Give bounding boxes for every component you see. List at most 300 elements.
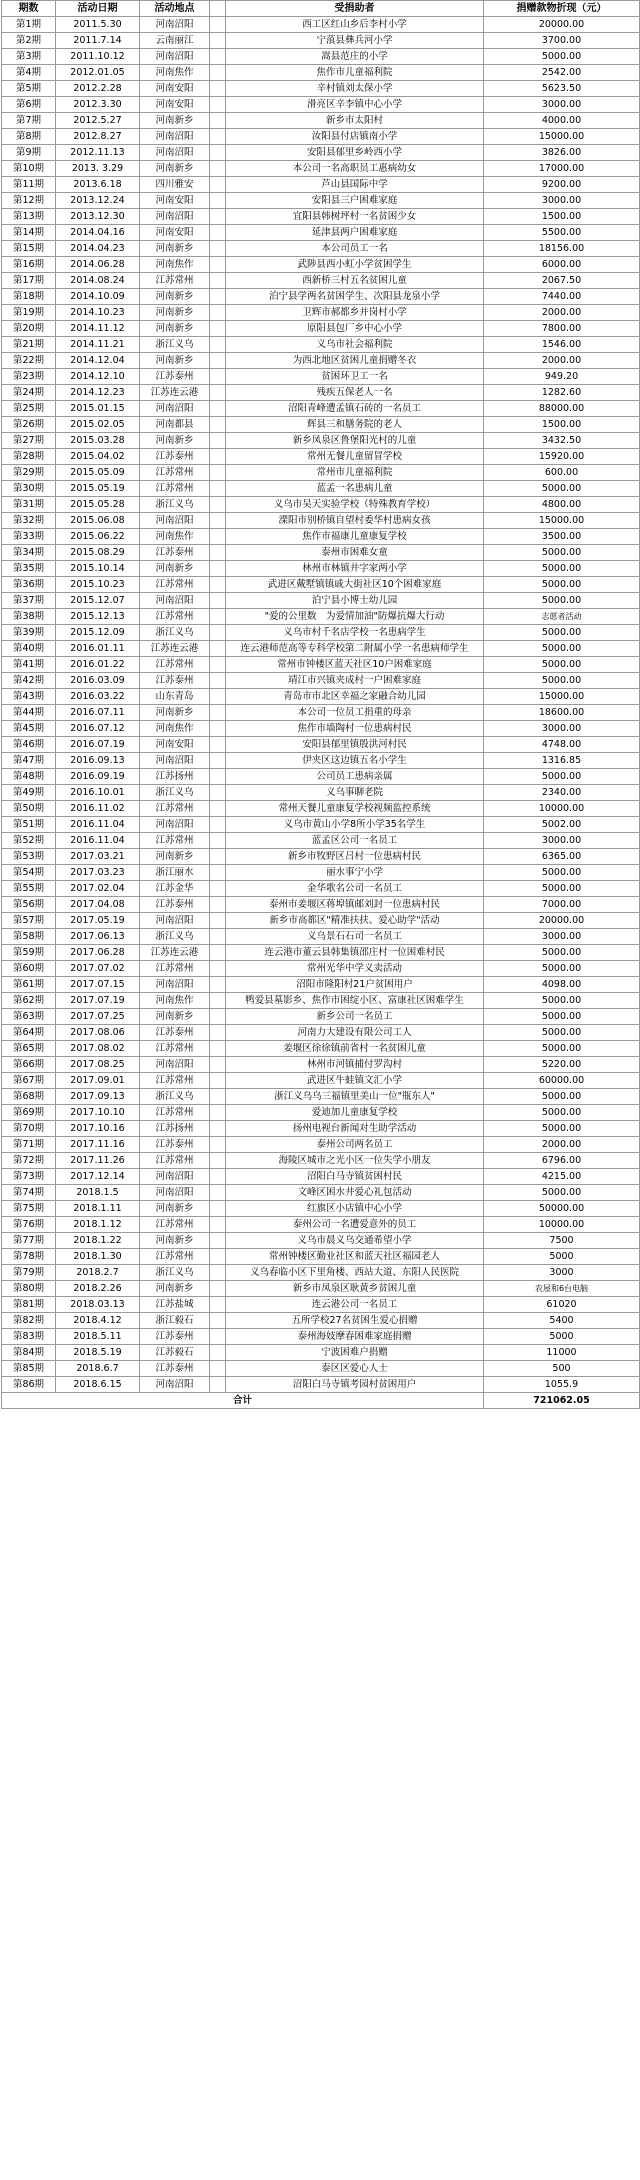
cell-period: 第41期 <box>2 657 56 673</box>
cell-mark <box>210 1137 226 1153</box>
cell-amount: 志愿者活动 <box>484 609 640 625</box>
cell-recipient: 泊宁县学两名贫困学生、次阳县龙泉小学 <box>226 289 484 305</box>
cell-mark <box>210 193 226 209</box>
cell-date: 2018.5.19 <box>56 1345 140 1361</box>
cell-amount: 4000.00 <box>484 113 640 129</box>
cell-location: 江苏泰州 <box>140 1137 210 1153</box>
cell-amount: 60000.00 <box>484 1073 640 1089</box>
cell-mark <box>210 561 226 577</box>
cell-mark <box>210 225 226 241</box>
cell-date: 2012.2.28 <box>56 81 140 97</box>
table-row <box>2 865 640 881</box>
cell-date: 2014.12.23 <box>56 385 140 401</box>
cell-amount: 5000 <box>484 1249 640 1265</box>
cell-period: 第17期 <box>2 273 56 289</box>
table-row <box>2 33 640 49</box>
table-row <box>2 401 640 417</box>
cell-date: 2017.05.19 <box>56 913 140 929</box>
cell-date: 2012.5.27 <box>56 113 140 129</box>
cell-recipient: 本公司一位员工捐重的母亲 <box>226 705 484 721</box>
cell-period: 第52期 <box>2 833 56 849</box>
cell-recipient: 蓝孟一名患病儿童 <box>226 481 484 497</box>
cell-recipient: 芦山县国际中学 <box>226 177 484 193</box>
cell-amount: 5000.00 <box>484 561 640 577</box>
cell-amount: 20000.00 <box>484 17 640 33</box>
cell-amount: 3000 <box>484 1265 640 1281</box>
cell-recipient: 新乡市高都区"精准扶扶、爱心助学"活动 <box>226 913 484 929</box>
cell-location: 浙江义乌 <box>140 337 210 353</box>
cell-amount: 5000.00 <box>484 625 640 641</box>
cell-amount: 5000.00 <box>484 481 640 497</box>
cell-mark <box>210 641 226 657</box>
cell-period: 第78期 <box>2 1249 56 1265</box>
cell-period: 第36期 <box>2 577 56 593</box>
cell-recipient: 西新桥三村五名贫困儿童 <box>226 273 484 289</box>
cell-date: 2015.02.05 <box>56 417 140 433</box>
cell-mark <box>210 353 226 369</box>
cell-location: 江苏泰州 <box>140 1025 210 1041</box>
cell-mark <box>210 657 226 673</box>
cell-location: 云南丽江 <box>140 33 210 49</box>
cell-location: 江苏常州 <box>140 577 210 593</box>
table-row <box>2 593 640 609</box>
cell-period: 第28期 <box>2 449 56 465</box>
cell-period: 第83期 <box>2 1329 56 1345</box>
cell-period: 第79期 <box>2 1265 56 1281</box>
cell-recipient: 青岛市市北区幸福之家融合幼儿园 <box>226 689 484 705</box>
cell-recipient: 义乌市村千名店学校一名患病学生 <box>226 625 484 641</box>
cell-amount: 500 <box>484 1361 640 1377</box>
table-row <box>2 1009 640 1025</box>
cell-location: 河南新乡 <box>140 1009 210 1025</box>
cell-date: 2018.5.11 <box>56 1329 140 1345</box>
cell-mark <box>210 1105 226 1121</box>
cell-amount: 949.20 <box>484 369 640 385</box>
cell-amount: 88000.00 <box>484 401 640 417</box>
cell-recipient: 泰区区爱心人士 <box>226 1361 484 1377</box>
cell-location: 河南焦作 <box>140 529 210 545</box>
cell-date: 2018.03.13 <box>56 1297 140 1313</box>
cell-amount: 5000.00 <box>484 881 640 897</box>
column-header-location: 活动地点 <box>140 1 210 17</box>
cell-mark <box>210 1153 226 1169</box>
cell-period: 第49期 <box>2 785 56 801</box>
cell-period: 第67期 <box>2 1073 56 1089</box>
cell-period: 第38期 <box>2 609 56 625</box>
column-header-period: 期数 <box>2 1 56 17</box>
cell-amount: 5000.00 <box>484 865 640 881</box>
cell-mark <box>210 817 226 833</box>
cell-mark <box>210 1009 226 1025</box>
cell-period: 第58期 <box>2 929 56 945</box>
cell-location: 河南沼阳 <box>140 1057 210 1073</box>
cell-recipient: 海陵区城市之光小区一位失学小朋友 <box>226 1153 484 1169</box>
cell-date: 2018.2.26 <box>56 1281 140 1297</box>
cell-period: 第57期 <box>2 913 56 929</box>
cell-period: 第23期 <box>2 369 56 385</box>
cell-recipient: 爱迪加儿童康复学校 <box>226 1105 484 1121</box>
cell-period: 第20期 <box>2 321 56 337</box>
cell-amount: 5000.00 <box>484 1121 640 1137</box>
cell-location: 河南焦作 <box>140 721 210 737</box>
donation-table <box>1 0 640 1409</box>
table-row <box>2 1121 640 1137</box>
cell-period: 第34期 <box>2 545 56 561</box>
cell-recipient: 伊夹区这边镇五名小学生 <box>226 753 484 769</box>
cell-date: 2015.05.19 <box>56 481 140 497</box>
table-row <box>2 449 640 465</box>
cell-location: 浙江义乌 <box>140 625 210 641</box>
cell-location: 河南安阳 <box>140 97 210 113</box>
cell-location: 浙江丽水 <box>140 865 210 881</box>
cell-date: 2015.12.07 <box>56 593 140 609</box>
table-row <box>2 657 640 673</box>
cell-period: 第70期 <box>2 1121 56 1137</box>
cell-date: 2016.11.04 <box>56 833 140 849</box>
cell-period: 第85期 <box>2 1361 56 1377</box>
table-row <box>2 561 640 577</box>
cell-recipient: "爱的公里数 为爱情加油"防爆抗爆大行动 <box>226 609 484 625</box>
cell-mark <box>210 609 226 625</box>
table-row <box>2 1105 640 1121</box>
cell-period: 第62期 <box>2 993 56 1009</box>
cell-recipient: 常州钟楼区勤业社区和蓝天社区福园老人 <box>226 1249 484 1265</box>
cell-mark <box>210 577 226 593</box>
cell-mark <box>210 721 226 737</box>
cell-mark <box>210 673 226 689</box>
cell-amount: 5000.00 <box>484 49 640 65</box>
cell-recipient: 武进区牛蛙镇文汇小学 <box>226 1073 484 1089</box>
table-body <box>2 17 640 1393</box>
cell-amount: 1282.60 <box>484 385 640 401</box>
cell-mark <box>210 449 226 465</box>
cell-amount: 5002.00 <box>484 817 640 833</box>
cell-amount: 4215.00 <box>484 1169 640 1185</box>
cell-period: 第82期 <box>2 1313 56 1329</box>
table-row <box>2 273 640 289</box>
cell-amount: 5000.00 <box>484 1089 640 1105</box>
cell-amount: 9200.00 <box>484 177 640 193</box>
cell-amount: 3000.00 <box>484 97 640 113</box>
cell-period: 第7期 <box>2 113 56 129</box>
cell-date: 2015.08.29 <box>56 545 140 561</box>
cell-mark <box>210 49 226 65</box>
cell-period: 第4期 <box>2 65 56 81</box>
table-row <box>2 257 640 273</box>
cell-location: 河南新乡 <box>140 353 210 369</box>
table-row <box>2 177 640 193</box>
column-header-recipient: 受捐助者 <box>226 1 484 17</box>
cell-period: 第32期 <box>2 513 56 529</box>
cell-mark <box>210 1233 226 1249</box>
table-row <box>2 721 640 737</box>
cell-period: 第47期 <box>2 753 56 769</box>
cell-amount: 5000.00 <box>484 657 640 673</box>
cell-location: 河南新乡 <box>140 241 210 257</box>
table-row <box>2 625 640 641</box>
cell-recipient: 辛村镇刘太保小学 <box>226 81 484 97</box>
cell-recipient: 延津县两户困难家庭 <box>226 225 484 241</box>
cell-period: 第5期 <box>2 81 56 97</box>
cell-date: 2017.09.13 <box>56 1089 140 1105</box>
cell-location: 江苏泰州 <box>140 369 210 385</box>
cell-date: 2018.1.12 <box>56 1217 140 1233</box>
cell-mark <box>210 1377 226 1393</box>
table-row <box>2 1073 640 1089</box>
cell-mark <box>210 929 226 945</box>
cell-date: 2013.12.30 <box>56 209 140 225</box>
cell-mark <box>210 273 226 289</box>
cell-date: 2012.3.30 <box>56 97 140 113</box>
cell-amount: 5000.00 <box>484 1009 640 1025</box>
cell-mark <box>210 1169 226 1185</box>
cell-amount: 3000.00 <box>484 833 640 849</box>
cell-amount: 15000.00 <box>484 689 640 705</box>
cell-amount: 10000.00 <box>484 1217 640 1233</box>
cell-location: 江苏泰州 <box>140 545 210 561</box>
cell-location: 江苏常州 <box>140 481 210 497</box>
cell-period: 第25期 <box>2 401 56 417</box>
cell-recipient: 武陟县西小虹小学贫困学生 <box>226 257 484 273</box>
cell-location: 河南新乡 <box>140 289 210 305</box>
table-row <box>2 113 640 129</box>
cell-mark <box>210 177 226 193</box>
cell-period: 第48期 <box>2 769 56 785</box>
table-row <box>2 1361 640 1377</box>
cell-amount: 5220.00 <box>484 1057 640 1073</box>
table-row <box>2 145 640 161</box>
cell-location: 河南沼阳 <box>140 49 210 65</box>
cell-recipient: 靖江市兴镇夹成村一户困难家庭 <box>226 673 484 689</box>
cell-mark <box>210 1217 226 1233</box>
cell-date: 2017.04.08 <box>56 897 140 913</box>
cell-mark <box>210 497 226 513</box>
cell-recipient: 连云港市董云县韩集镇邵庄村一位困难村民 <box>226 945 484 961</box>
cell-period: 第84期 <box>2 1345 56 1361</box>
cell-date: 2015.01.15 <box>56 401 140 417</box>
cell-date: 2017.12.14 <box>56 1169 140 1185</box>
cell-period: 第74期 <box>2 1185 56 1201</box>
cell-date: 2018.4.12 <box>56 1313 140 1329</box>
table-row <box>2 97 640 113</box>
cell-recipient: 连云港公司一名员工 <box>226 1297 484 1313</box>
table-row <box>2 929 640 945</box>
cell-location: 江苏常州 <box>140 1249 210 1265</box>
cell-date: 2017.09.01 <box>56 1073 140 1089</box>
cell-amount: 5000.00 <box>484 577 640 593</box>
cell-date: 2014.12.04 <box>56 353 140 369</box>
cell-date: 2011.10.12 <box>56 49 140 65</box>
cell-date: 2017.07.19 <box>56 993 140 1009</box>
cell-mark <box>210 961 226 977</box>
table-row <box>2 161 640 177</box>
cell-date: 2017.08.25 <box>56 1057 140 1073</box>
cell-date: 2018.1.11 <box>56 1201 140 1217</box>
cell-location: 江苏泰州 <box>140 449 210 465</box>
cell-location: 河南安阳 <box>140 193 210 209</box>
cell-amount: 1316.85 <box>484 753 640 769</box>
cell-period: 第76期 <box>2 1217 56 1233</box>
table-row <box>2 689 640 705</box>
cell-date: 2017.03.21 <box>56 849 140 865</box>
cell-date: 2014.10.09 <box>56 289 140 305</box>
table-row <box>2 977 640 993</box>
cell-date: 2017.08.06 <box>56 1025 140 1041</box>
cell-mark <box>210 257 226 273</box>
cell-date: 2017.06.28 <box>56 945 140 961</box>
cell-period: 第14期 <box>2 225 56 241</box>
table-row <box>2 321 640 337</box>
cell-recipient: 蓝孟区公司一名员工 <box>226 833 484 849</box>
cell-mark <box>210 321 226 337</box>
cell-amount: 1500.00 <box>484 417 640 433</box>
cell-amount: 5000.00 <box>484 1105 640 1121</box>
cell-location: 河南沼阳 <box>140 513 210 529</box>
cell-date: 2013.6.18 <box>56 177 140 193</box>
cell-date: 2014.10.23 <box>56 305 140 321</box>
cell-date: 2017.10.16 <box>56 1121 140 1137</box>
cell-date: 2015.06.08 <box>56 513 140 529</box>
cell-amount: 6365.00 <box>484 849 640 865</box>
cell-location: 江苏常州 <box>140 1073 210 1089</box>
cell-period: 第60期 <box>2 961 56 977</box>
cell-recipient: 滑亮区辛李镇中心小学 <box>226 97 484 113</box>
cell-location: 河南沼阳 <box>140 817 210 833</box>
cell-date: 2014.08.24 <box>56 273 140 289</box>
cell-period: 第33期 <box>2 529 56 545</box>
cell-location: 江苏连云港 <box>140 945 210 961</box>
cell-date: 2018.1.30 <box>56 1249 140 1265</box>
cell-amount: 5000.00 <box>484 769 640 785</box>
cell-recipient: 常州光华中学义卖活动 <box>226 961 484 977</box>
cell-mark <box>210 145 226 161</box>
cell-period: 第10期 <box>2 161 56 177</box>
cell-mark <box>210 545 226 561</box>
cell-recipient: 汝阳县付店镇南小学 <box>226 129 484 145</box>
cell-mark <box>210 401 226 417</box>
table-row <box>2 1265 640 1281</box>
cell-recipient: 新乡市牧野区吕村一位患病村民 <box>226 849 484 865</box>
cell-recipient: 宁波困难户捐赠 <box>226 1345 484 1361</box>
cell-amount: 7500 <box>484 1233 640 1249</box>
cell-date: 2015.12.09 <box>56 625 140 641</box>
cell-location: 河南新乡 <box>140 705 210 721</box>
cell-period: 第35期 <box>2 561 56 577</box>
cell-recipient: 常州市钟楼区蓝天社区10户困难家庭 <box>226 657 484 673</box>
cell-date: 2014.04.16 <box>56 225 140 241</box>
cell-period: 第24期 <box>2 385 56 401</box>
cell-date: 2014.11.21 <box>56 337 140 353</box>
cell-amount: 15000.00 <box>484 129 640 145</box>
cell-date: 2017.08.02 <box>56 1041 140 1057</box>
cell-mark <box>210 689 226 705</box>
cell-recipient: 义乌事聊老院 <box>226 785 484 801</box>
total-amount: 721062.05 <box>484 1393 640 1409</box>
cell-period: 第22期 <box>2 353 56 369</box>
cell-location: 江苏常州 <box>140 657 210 673</box>
cell-date: 2012.11.13 <box>56 145 140 161</box>
cell-mark <box>210 305 226 321</box>
cell-recipient: 原阳县包厂乡中心小学 <box>226 321 484 337</box>
cell-amount: 5000.00 <box>484 593 640 609</box>
table-row <box>2 1217 640 1233</box>
cell-mark <box>210 81 226 97</box>
cell-mark <box>210 241 226 257</box>
cell-amount: 7800.00 <box>484 321 640 337</box>
cell-date: 2016.10.01 <box>56 785 140 801</box>
cell-location: 河南沼阳 <box>140 401 210 417</box>
cell-date: 2016.11.02 <box>56 801 140 817</box>
cell-recipient: 常州无餐儿童留冒学校 <box>226 449 484 465</box>
cell-location: 山东青岛 <box>140 689 210 705</box>
table-row <box>2 337 640 353</box>
cell-recipient: 新乡公司一名员工 <box>226 1009 484 1025</box>
cell-recipient: 浙江义乌乌三福镇里美山一位"瓶东人" <box>226 1089 484 1105</box>
table-row <box>2 289 640 305</box>
cell-location: 河南沼阳 <box>140 977 210 993</box>
cell-location: 浙江义乌 <box>140 929 210 945</box>
table-row <box>2 1137 640 1153</box>
cell-recipient: 金华歌名公司一名员工 <box>226 881 484 897</box>
cell-date: 2015.04.02 <box>56 449 140 465</box>
table-row <box>2 497 640 513</box>
cell-period: 第75期 <box>2 1201 56 1217</box>
cell-mark <box>210 977 226 993</box>
cell-period: 第55期 <box>2 881 56 897</box>
cell-recipient: 扬州电视台新闻对生助学活动 <box>226 1121 484 1137</box>
cell-recipient: 安阳县郁里乡岭西小学 <box>226 145 484 161</box>
cell-location: 河南沼阳 <box>140 145 210 161</box>
cell-amount: 5000.00 <box>484 641 640 657</box>
cell-amount: 15920.00 <box>484 449 640 465</box>
table-row <box>2 465 640 481</box>
cell-location: 浙江义乌 <box>140 785 210 801</box>
cell-period: 第16期 <box>2 257 56 273</box>
cell-date: 2017.07.02 <box>56 961 140 977</box>
cell-amount: 5400 <box>484 1313 640 1329</box>
cell-mark <box>210 1025 226 1041</box>
cell-period: 第19期 <box>2 305 56 321</box>
cell-period: 第64期 <box>2 1025 56 1041</box>
cell-recipient: 沼阳白马寺镇考园村贫困用户 <box>226 1377 484 1393</box>
cell-amount: 3000.00 <box>484 193 640 209</box>
cell-location: 江苏金华 <box>140 881 210 897</box>
cell-recipient: 义乌景石石司一名员工 <box>226 929 484 945</box>
cell-mark <box>210 801 226 817</box>
cell-date: 2017.03.23 <box>56 865 140 881</box>
cell-period: 第69期 <box>2 1105 56 1121</box>
cell-recipient: 姜堰区徐徐镇前省村一名贫困儿童 <box>226 1041 484 1057</box>
cell-recipient: 为西北地区贫困儿童捐赠冬衣 <box>226 353 484 369</box>
table-row <box>2 513 640 529</box>
cell-date: 2016.09.13 <box>56 753 140 769</box>
cell-period: 第59期 <box>2 945 56 961</box>
cell-recipient: 泰州市困难女童 <box>226 545 484 561</box>
cell-location: 江苏常州 <box>140 1153 210 1169</box>
table-row <box>2 81 640 97</box>
cell-location: 河南沼阳 <box>140 1169 210 1185</box>
cell-recipient: 安阳县郁里镇殷洪河村民 <box>226 737 484 753</box>
table-row <box>2 385 640 401</box>
table-row <box>2 481 640 497</box>
cell-period: 第40期 <box>2 641 56 657</box>
cell-amount: 3700.00 <box>484 33 640 49</box>
cell-recipient: 泰州市姜堰区蒋埠镇邮刘封一位患病村民 <box>226 897 484 913</box>
cell-amount: 5000.00 <box>484 673 640 689</box>
cell-amount: 600.00 <box>484 465 640 481</box>
cell-location: 河南新乡 <box>140 1201 210 1217</box>
cell-location: 江苏常州 <box>140 1217 210 1233</box>
